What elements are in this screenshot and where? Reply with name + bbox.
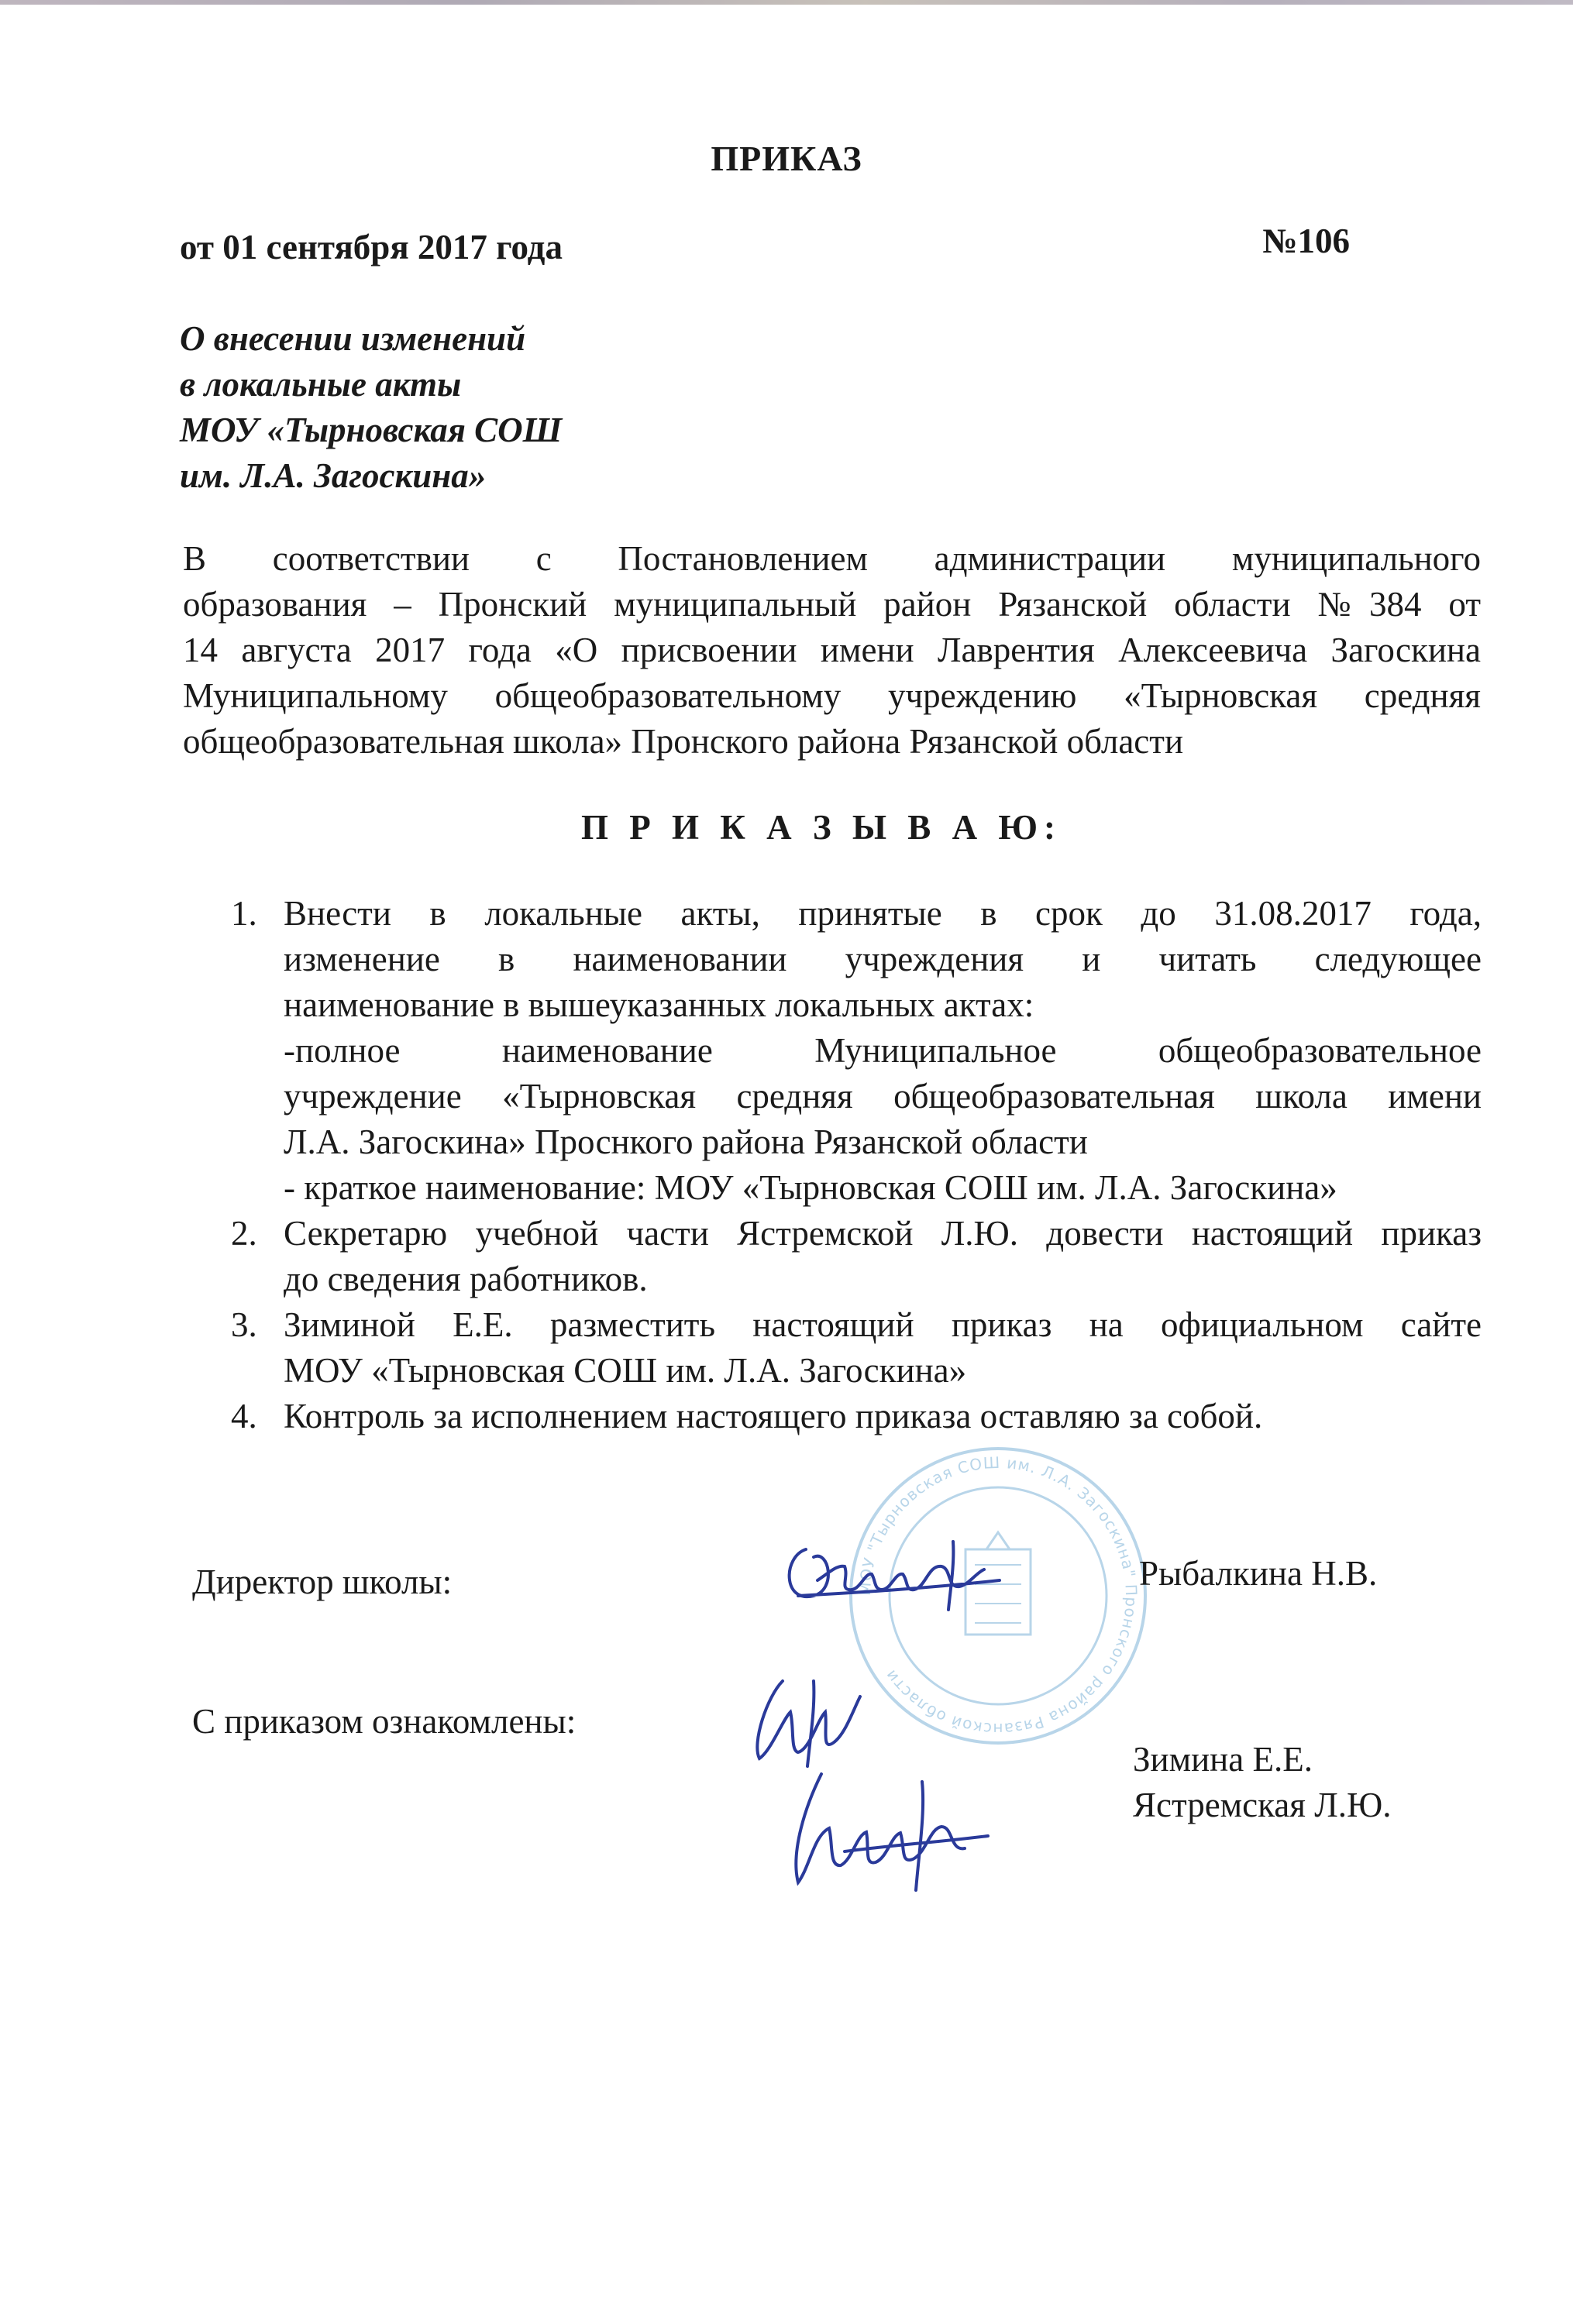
order-item-2 bbox=[231, 1211, 1482, 1302]
director-name: Рыбалкина Н.В. bbox=[1139, 1554, 1378, 1593]
item-line: Секретарю учебной части Ястремской Л.Ю. довести настоящий приказ bbox=[284, 1214, 1482, 1253]
acquainted-names bbox=[1133, 1737, 1392, 1828]
item-number: 3. bbox=[231, 1305, 257, 1344]
decree-heading: П Р И К А З Ы В А Ю: bbox=[581, 808, 1062, 847]
item-line: Л.А. Загоскина» Проснкого района Рязанской области bbox=[284, 1122, 1088, 1161]
acquainted-name: Ястремская Л.Ю. bbox=[1133, 1786, 1392, 1824]
document-title: ПРИКАЗ bbox=[711, 139, 862, 178]
item-line: Зиминой Е.Е. разместить настоящий приказ на официальном сайте bbox=[284, 1305, 1482, 1344]
preamble-line: 14 августа 2017 года «О присвоении имени Лаврентия Алексеевича Загоскина bbox=[183, 631, 1481, 669]
item-line: Контроль за исполнением настоящего приказа оставляю за собой. bbox=[284, 1397, 1263, 1435]
acquainted-name: Зимина Е.Е. bbox=[1133, 1740, 1313, 1779]
item-number: 1. bbox=[231, 894, 257, 933]
item-number: 2. bbox=[231, 1214, 257, 1253]
preamble-line: Муниципальному общеобразовательному учреждению «Тырновская средняя bbox=[183, 676, 1481, 715]
signature-yastremskaya bbox=[767, 1758, 992, 1898]
preamble-paragraph bbox=[183, 536, 1481, 765]
item-line: до сведения работников. bbox=[284, 1260, 648, 1298]
subject-line: в локальные акты bbox=[180, 365, 462, 404]
director-signature bbox=[775, 1518, 1007, 1619]
director-label: Директор школы: bbox=[192, 1563, 453, 1601]
item-line: изменение в наименовании учреждения и читать следующее bbox=[284, 940, 1482, 978]
order-date: от 01 сентября 2017 года bbox=[180, 228, 563, 266]
preamble-line: общеобразовательная школа» Пронского района Рязанской области bbox=[183, 722, 1184, 761]
order-item-4 bbox=[231, 1394, 1482, 1439]
item-line: - краткое наименование: МОУ «Тырновская СОШ им. Л.А. Загоскина» bbox=[284, 1168, 1337, 1207]
order-items-list bbox=[231, 891, 1482, 1439]
order-number: №106 bbox=[1262, 222, 1350, 260]
item-line: МОУ «Тырновская СОШ им. Л.А. Загоскина» bbox=[284, 1351, 967, 1390]
subject-line: МОУ «Тырновская СОШ bbox=[180, 411, 563, 449]
preamble-line: В соответствии с Постановлением администрации муниципального bbox=[183, 539, 1481, 578]
order-subject bbox=[180, 316, 562, 499]
order-item-3 bbox=[231, 1302, 1482, 1394]
item-line: -полное наименование Муниципальное общеобразовательное bbox=[284, 1031, 1482, 1070]
subject-line: им. Л.А. Загоскина» bbox=[180, 456, 487, 495]
item-number: 4. bbox=[231, 1397, 257, 1435]
item-line: наименование в вышеуказанных локальных актах: bbox=[284, 985, 1034, 1024]
item-line: учреждение «Тырновская средняя общеобразовательная школа имени bbox=[284, 1077, 1482, 1116]
page-top-edge bbox=[0, 0, 1573, 5]
item-line: Внести в локальные акты, принятые в срок до 31.08.2017 года, bbox=[284, 894, 1482, 933]
preamble-line: образования – Пронский муниципальный район Рязанской области №384 от bbox=[183, 585, 1481, 624]
stamp-text: МОУ "Тырновская СОШ им. Л.А. Загоскина" Пронского района Рязанской области bbox=[855, 1452, 1141, 1739]
acquainted-label: С приказом ознакомлены: bbox=[192, 1702, 577, 1741]
subject-line: О внесении изменений bbox=[180, 319, 526, 358]
order-item-1 bbox=[231, 891, 1482, 1211]
